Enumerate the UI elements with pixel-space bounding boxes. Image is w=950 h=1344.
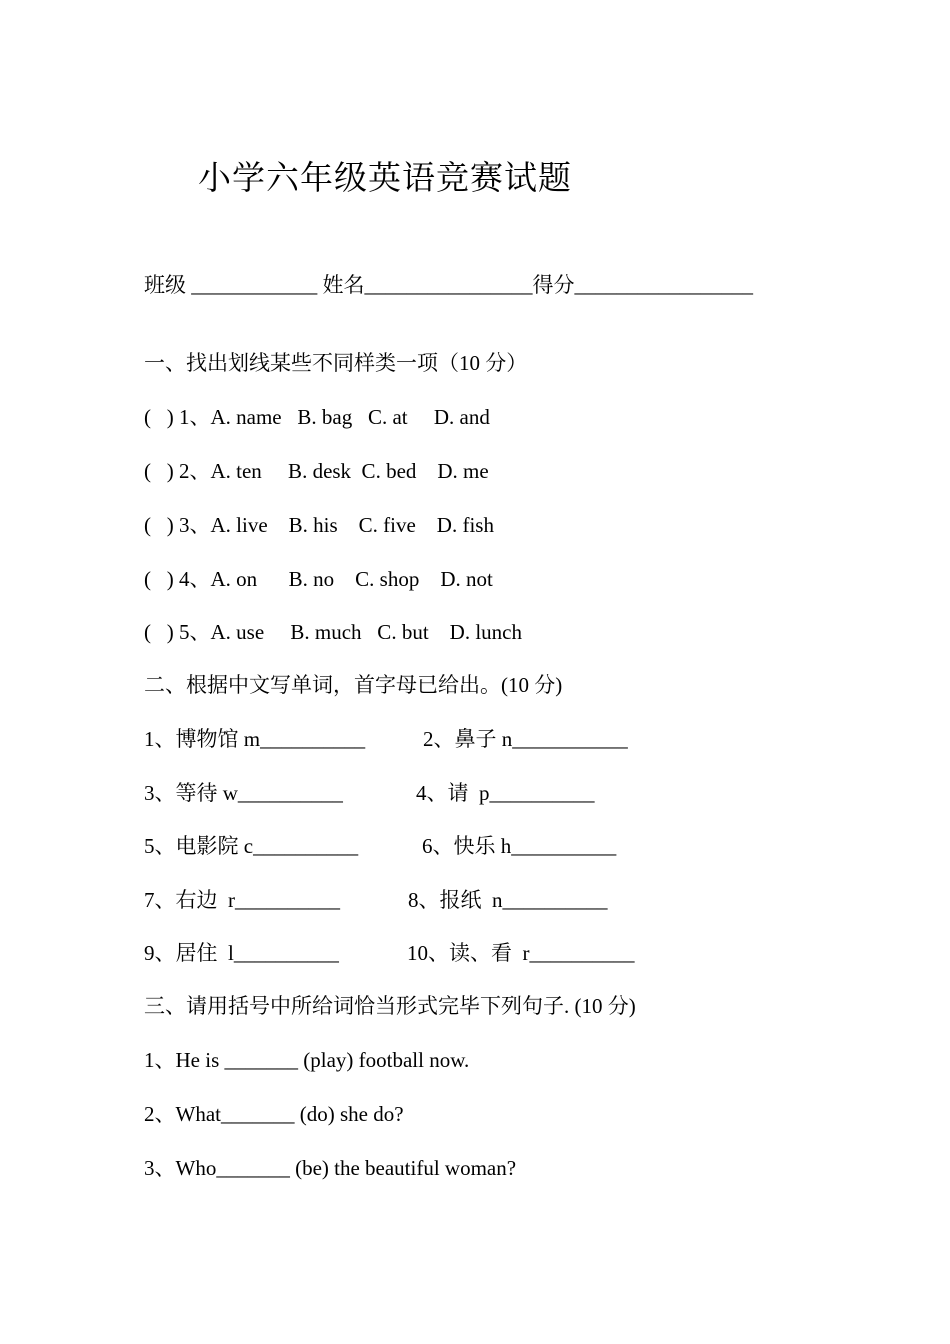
section2-item-left: 1、博物馆 m__________ bbox=[144, 727, 366, 751]
section1-question: ( ) 4、A. on B. no C. shop D. not bbox=[144, 567, 493, 591]
section2-item-right: 8、报纸 n__________ bbox=[408, 888, 608, 912]
section1-question: ( ) 5、A. use B. much C. but D. lunch bbox=[144, 620, 522, 644]
section3-heading: 三、请用括号中所给词恰当形式完毕下列句子. (10 分) bbox=[144, 994, 636, 1018]
section2-item-right: 2、鼻子 n___________ bbox=[423, 727, 628, 751]
section2-item-left: 7、右边 r__________ bbox=[144, 888, 340, 912]
section2-item-right: 10、读、看 r__________ bbox=[407, 941, 635, 965]
section3-sentence: 3、Who_______ (be) the beautiful woman? bbox=[144, 1156, 517, 1180]
section2-item-right: 4、请 p__________ bbox=[416, 781, 595, 805]
student-info-line: 班级 ____________ 姓名________________得分_________________ bbox=[144, 273, 753, 297]
section1-heading: 一、找出划线某些不同样类一项（10 分） bbox=[144, 351, 528, 375]
section2-item-right: 6、快乐 h__________ bbox=[422, 834, 617, 858]
section2-item-left: 9、居住 l__________ bbox=[144, 941, 339, 965]
section3-sentence: 2、What_______ (do) she do? bbox=[144, 1102, 404, 1126]
section2-heading: 二、根据中文写单词，首字母已给出。(10 分) bbox=[144, 673, 563, 697]
page-title: 小学六年级英语竞赛试题 bbox=[198, 161, 572, 197]
section2-item-left: 5、电影院 c__________ bbox=[144, 834, 359, 858]
section3-sentence: 1、He is _______ (play) football now. bbox=[144, 1048, 470, 1072]
section1-question: ( ) 2、A. ten B. desk C. bed D. me bbox=[144, 459, 489, 483]
section1-question: ( ) 1、A. name B. bag C. at D. and bbox=[144, 405, 490, 429]
section2-item-left: 3、等待 w__________ bbox=[144, 781, 343, 805]
section1-question: ( ) 3、A. live B. his C. five D. fish bbox=[144, 513, 494, 537]
